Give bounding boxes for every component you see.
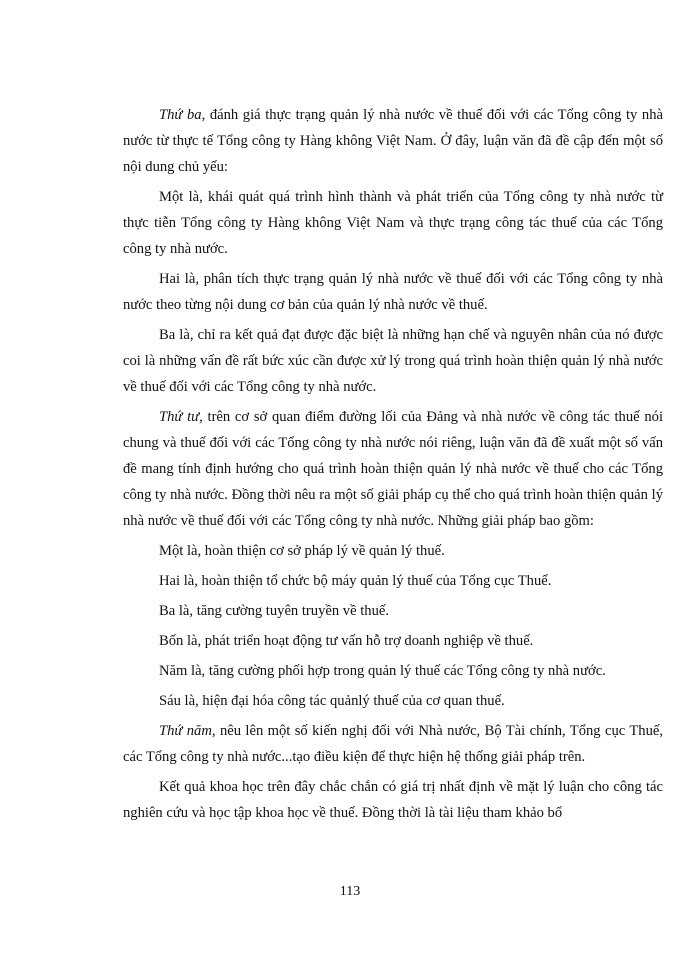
paragraph-text: , đánh giá thực trạng quản lý nhà nước về thuế đối với các Tổng công ty nhà nước từ thực tế Tổng công ty Hàng không Việt Nam. Ở đây, luận văn đã đề cập đến một số nội dung chủ yếu: [123,107,663,175]
paragraph-text: Bốn là, phát triển hoạt động tư vấn hỗ trợ doanh nghiệp về thuế. [159,633,534,649]
list-item-paragraph [123,688,663,714]
paragraph-text: Năm là, tăng cường phối hợp trong quản lý thuế các Tổng công ty nhà nước. [159,663,606,679]
paragraph-lead-italic: Thứ tư, [159,409,203,425]
paragraph-text: Một là, hoàn thiện cơ sở pháp lý về quản lý thuế. [159,543,445,559]
paragraph [123,404,663,534]
paragraph [123,322,663,400]
paragraph-text: trên cơ sở quan điểm đường lối của Đảng và nhà nước về công tác thuế nói chung và thuế đối với các Tổng công ty nhà nước nói riêng, luận văn đã đề xuất một số vấn đề mang tính định hướng cho quá trình hoàn thiện quản lý nhà nước về thuế cho các Tổng công ty nhà nước. Đồng thời nêu ra một số giải pháp cụ thể cho quá trình hoàn thiện quản lý nhà nước về thuế đối với các Tổng công ty nhà nước. Những giải pháp bao gồm: [123,409,664,529]
body-text [123,102,663,826]
paragraph [123,266,663,318]
paragraph-text: Hai là, hoàn thiện tổ chức bộ máy quản lý thuế của Tổng cục Thuế. [159,573,552,589]
paragraph-text: Hai là, phân tích thực trạng quản lý nhà nước về thuế đối với các Tổng công ty nhà nước theo từng nội dung cơ bản của quản lý nhà nước về thuế. [123,271,663,313]
paragraph-text: Sáu là, hiện đại hóa công tác quảnlý thuế của cơ quan thuế. [159,693,505,709]
page-number: 113 [339,884,361,899]
paragraph-lead-italic: Thứ ba [159,107,202,123]
list-item-paragraph [123,628,663,654]
list-item-paragraph [123,598,663,624]
paragraph [123,102,663,180]
list-item-paragraph [123,658,663,684]
paragraph-lead-italic: Thứ năm [159,723,212,739]
paragraph [123,184,663,262]
paragraph-text: Ba là, tăng cường tuyên truyền về thuế. [159,603,390,619]
list-item-paragraph [123,538,663,564]
paragraph-text: Ba là, chỉ ra kết quả đạt được đặc biệt là những hạn chế và nguyên nhân của nó được coi là những vấn đề rất bức xúc cần được xử lý trong quá trình hoàn thiện quản lý nhà nước về thuế đối với các Tổng công ty nhà nước. [123,327,663,395]
paragraph [123,718,663,770]
paragraph-text: Kết quả khoa học trên đây chắc chắn có giá trị nhất định về mặt lý luận cho công tác nghiên cứu và học tập khoa học về thuế. Đồng thời là tài liệu tham khảo bổ [123,779,663,821]
paragraph [123,774,663,826]
paragraph-text: , nêu lên một số kiến nghị đối với Nhà nước, Bộ Tài chính, Tổng cục Thuế, các Tổng công ty nhà nước...tạo điều kiện để thực hiện hệ thống giải pháp trên. [123,723,664,765]
list-item-paragraph [123,568,663,594]
paragraph-text: Một là, khái quát quá trình hình thành và phát triển của Tổng công ty nhà nước từ thực tiễn Tổng công ty Hàng không Việt Nam và thực trạng công tác thuế của các Tổng công ty nhà nước. [123,189,663,257]
